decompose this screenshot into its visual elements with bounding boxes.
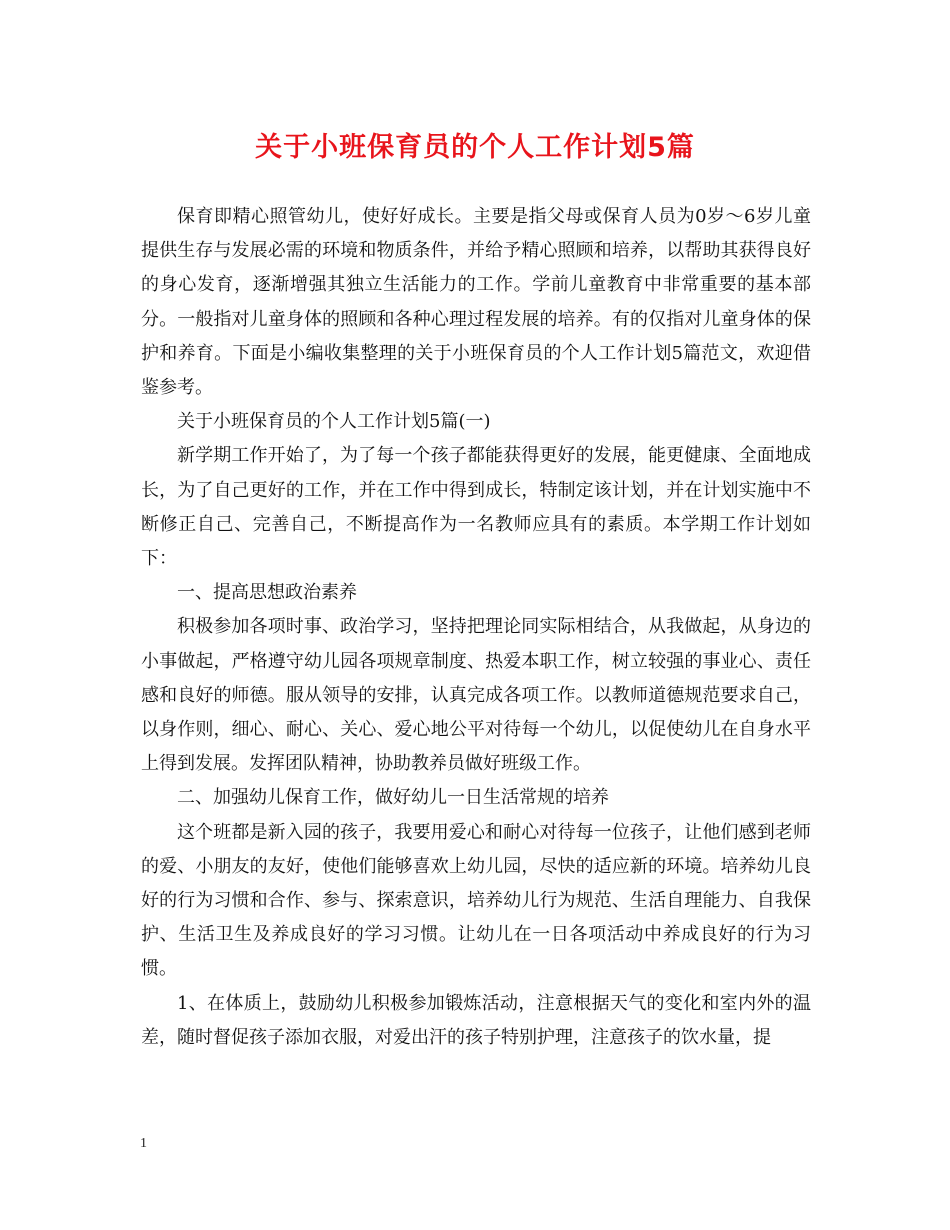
- paragraph-heading-2: 二、加强幼儿保育工作，做好幼儿一日生活常规的培养: [177, 787, 609, 809]
- document-title: 关于小班保育员的个人工作计划5篇: [255, 132, 695, 163]
- paragraph-intro: 保育即精心照管幼儿，使好好成长。主要是指父母或保育人员为0岁～6岁儿童提供生存与发展必需的环境和物质条件，并给予精心照顾和培养，以帮助其获得良好的身心发育，逐渐增强其独立生活能力的工作。学前儿童教育中非常重要的基本部分。一般指对儿童身体的照顾和各种心理过程发展的培养。有的仅指对儿童身体的保护和养育。下面是小编收集整理的关于小班保育员的个人工作计划5篇范文，欢迎借鉴参考。: [141, 206, 811, 399]
- paragraph-daily-routine: 这个班都是新入园的孩子，我要用爱心和耐心对待每一位孩子，让他们感到老师的爱、小朋友的友好，使他们能够喜欢上幼儿园，尽快的适应新的环境。培养幼儿良好的行为习惯和合作、参与、探索意识，培养幼儿行为规范、生活自理能力、自我保护、生活卫生及养成良好的学习习惯。让幼儿在一日各项活动中养成良好的行为习惯。: [141, 821, 811, 980]
- paragraph-section-heading: 关于小班保育员的个人工作计划5篇(一): [177, 411, 491, 433]
- paragraph-political-study: 积极参加各项时事、政治学习，坚持把理论同实际相结合，从我做起，从身边的小事做起，严格遵守幼儿园各项规章制度、热爱本职工作，树立较强的事业心、责任感和良好的师德。服从领导的安排，认真完成各项工作。以教师道德规范要求自己，以身作则，细心、耐心、关心、爱心地公平对待每一个幼儿，以促使幼儿在自身水平上得到发展。发挥团队精神，协助教养员做好班级工作。: [141, 616, 811, 775]
- paragraph-heading-1: 一、提高思想政治素养: [177, 582, 357, 604]
- page-number: 1: [140, 1136, 147, 1151]
- paragraph-physical: 1、在体质上，鼓励幼儿积极参加锻炼活动，注意根据天气的变化和室内外的温差，随时督促孩子添加衣服，对爱出汗的孩子特别护理，注意孩子的饮水量，提: [141, 992, 811, 1048]
- document-body: [141, 200, 811, 1055]
- paragraph-overview: 新学期工作开始了，为了每一个孩子都能获得更好的发展，能更健康、全面地成长，为了自己更好的工作，并在工作中得到成长，特制定该计划，并在计划实施中不断修正自己、完善自己，不断提高作为一名教师应具有的素质。本学期工作计划如下：: [141, 445, 811, 570]
